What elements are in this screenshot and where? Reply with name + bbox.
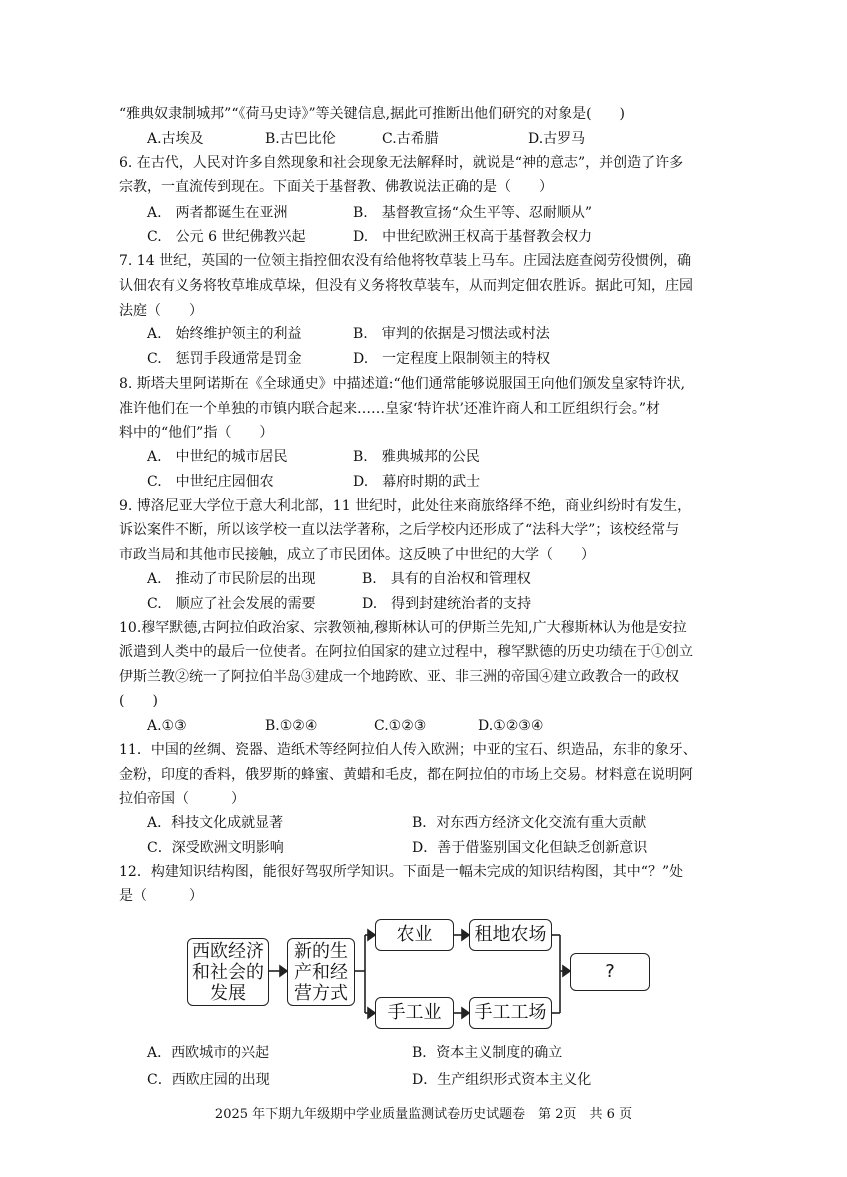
diagram-middle-line-1: 新的生 bbox=[294, 941, 348, 962]
q6-option-a[interactable]: A. 两者都诞生在亚洲 bbox=[147, 205, 288, 221]
q9-stem-line-1: 9. 博洛尼亚大学位于意大利北部，11 世纪时，此处往来商旅络绎不绝，商业纠纷时有发生， bbox=[119, 498, 692, 514]
q12-option-b[interactable]: B．资本主义制度的确立 bbox=[412, 1045, 563, 1061]
arrow-head-unknown bbox=[563, 966, 570, 976]
q7-option-a[interactable]: A. 始终维护领主的利益 bbox=[147, 326, 302, 342]
q7-stem-line-3: 法庭（ ） bbox=[119, 303, 203, 319]
q6-option-d[interactable]: D. 中世纪欧洲王权高于基督教会权力 bbox=[353, 229, 593, 245]
q10-stem-line-4: ( ) bbox=[119, 693, 158, 709]
q5-option-b[interactable]: B.古巴比伦 bbox=[265, 131, 336, 147]
q12-stem-line-1: 12．构建知识结构图，能很好驾驭所学知识。下面是一幅未完成的知识结构图，其中“？”处 bbox=[119, 864, 684, 880]
diagram-root-box bbox=[187, 938, 269, 1006]
q8-option-a[interactable]: A. 中世纪的城市居民 bbox=[147, 449, 288, 465]
q5-option-c[interactable]: C.古希腊 bbox=[382, 131, 439, 147]
q7-option-d[interactable]: D. 一定程度上限制领主的特权 bbox=[353, 351, 551, 367]
diagram-top-branch-box: 农业 bbox=[375, 919, 454, 951]
q10-option-d[interactable]: D.①②③④ bbox=[478, 718, 544, 734]
q10-stem-line-3: 伊斯兰教②统一了阿拉伯半岛③建成一个地跨欧、亚、非三洲的帝国④建立政教合一的政权 bbox=[119, 669, 679, 685]
q9-option-a[interactable]: A. 推动了市民阶层的出现 bbox=[147, 571, 316, 587]
q10-option-b[interactable]: B.①②④ bbox=[265, 718, 318, 734]
diagram-middle-line-3: 营方式 bbox=[294, 983, 348, 1004]
q8-option-c[interactable]: C. 中世纪庄园佃农 bbox=[147, 474, 274, 490]
arrow-head-bottom-result bbox=[462, 1008, 469, 1018]
diagram-root-line-3: 发展 bbox=[210, 983, 246, 1004]
arrow-head-top-result bbox=[462, 930, 469, 940]
q11-option-c[interactable]: C．深受欧洲文明影响 bbox=[147, 840, 284, 856]
diagram-root-line-2: 和社会的 bbox=[192, 962, 264, 983]
arrow-head-root-middle bbox=[280, 966, 287, 976]
q7-stem-line-2: 认佃农有义务将牧草堆成草垛，但没有义务将牧草装车，从而判定佃农胜诉。据此可知，庄园 bbox=[119, 278, 693, 294]
q12-stem-line-2: 是（ ） bbox=[119, 888, 203, 904]
page-footer: 2025 年下期九年级期中学业质量监测试卷历史试题卷 第 2页 共 6 页 bbox=[214, 1107, 633, 1122]
q6-stem-line-2: 宗教，一直流传到现在。下面关于基督教、佛教说法正确的是（ ） bbox=[119, 179, 553, 195]
q10-stem-line-2: 派遣到人类中的最后一位使者。在阿拉伯国家的建立过程中，穆罕默德的历史功绩在于①创立 bbox=[119, 644, 693, 660]
q11-stem-line-3: 拉伯帝国（ ） bbox=[119, 791, 245, 807]
q5-option-a[interactable]: A.古埃及 bbox=[147, 131, 204, 147]
q6-option-c[interactable]: C. 公元 6 世纪佛教兴起 bbox=[147, 229, 306, 245]
q9-stem-line-2: 诉讼案件不断，所以该学校一直以法学著称，之后学校内还形成了“法科大学”；该校经常与 bbox=[119, 522, 680, 538]
q10-option-a[interactable]: A.①③ bbox=[147, 718, 187, 734]
q9-option-d[interactable]: D. 得到封建统治者的支持 bbox=[362, 596, 532, 612]
q11-option-d[interactable]: D．善于借鉴别国文化但缺乏创新意识 bbox=[412, 840, 648, 856]
diagram-top-result-box: 租地农场 bbox=[469, 919, 552, 951]
q12-option-c[interactable]: C．西欧庄园的出现 bbox=[147, 1072, 270, 1088]
q8-stem-line-3: 料中的“他们”指（ ） bbox=[119, 425, 274, 441]
arrow-head-bottom-branch bbox=[368, 1008, 375, 1018]
q12-option-d[interactable]: D．生产组织形式资本主义化 bbox=[412, 1072, 592, 1088]
q9-stem-line-3: 市政当局和其他市民接触，成立了市民团体。这反映了中世纪的大学（ ） bbox=[119, 547, 595, 563]
diagram-unknown-box: ? bbox=[570, 953, 650, 991]
q11-stem-line-1: 11．中国的丝绸、瓷器、造纸术等经阿拉伯人传入欧洲；中亚的宝石、织造品，东非的象牙、 bbox=[119, 742, 697, 758]
q6-option-b[interactable]: B. 基督教宣扬“众生平等、忍耐顺从” bbox=[353, 205, 593, 221]
diagram-bottom-branch-box: 手工业 bbox=[375, 997, 454, 1029]
q8-option-d[interactable]: D. 幕府时期的武士 bbox=[353, 474, 481, 490]
arrow-head-top-branch bbox=[368, 930, 375, 940]
q8-option-b[interactable]: B. 雅典城邦的公民 bbox=[353, 449, 480, 465]
q7-option-c[interactable]: C. 惩罚手段通常是罚金 bbox=[147, 351, 302, 367]
q8-stem-line-1: 8. 斯塔夫里阿诺斯在《全球通史》中描述道:“他们通常能够说服国王向他们颁发皇家特许状, bbox=[119, 376, 686, 392]
q11-option-b[interactable]: B．对东西方经济文化交流有重大贡献 bbox=[412, 815, 647, 831]
diagram-middle-box bbox=[287, 938, 355, 1006]
diagram-bottom-result-box: 手工工场 bbox=[469, 997, 552, 1029]
diagram-middle-line-2: 产和经 bbox=[294, 962, 348, 983]
q10-option-c[interactable]: C.①②③ bbox=[374, 718, 427, 734]
q7-stem-line-1: 7. 14 世纪，英国的一位领主指控佃农没有给他将牧草装上马车。庄园法庭查阅劳役惯例，确 bbox=[119, 253, 692, 269]
q9-option-c[interactable]: C. 顺应了社会发展的需要 bbox=[147, 596, 316, 612]
q10-stem-line-1: 10.穆罕默德,古阿拉伯政治家、宗教领袖,穆斯林认可的伊斯兰先知,广大穆斯林认为他是安拉 bbox=[119, 620, 687, 636]
q5-option-d[interactable]: D.古罗马 bbox=[528, 131, 586, 147]
q6-stem-line-1: 6. 在古代，人民对许多自然现象和社会现象无法解释时，就说是“神的意志”，并创造了许多 bbox=[119, 155, 684, 171]
q12-option-a[interactable]: A．西欧城市的兴起 bbox=[147, 1045, 270, 1061]
q11-option-a[interactable]: A．科技文化成就显著 bbox=[147, 815, 284, 831]
q5-stem-tail: “雅典奴隶制城邦”“《荷马史诗》”等关键信息,据此可推断出他们研究的对象是( ) bbox=[119, 106, 626, 122]
q9-option-b[interactable]: B. 具有的自治权和管理权 bbox=[362, 571, 531, 587]
q11-stem-line-2: 金粉，印度的香料，俄罗斯的蜂蜜、黄蜡和毛皮，都在阿拉伯的市场上交易。材料意在说明阿 bbox=[119, 767, 693, 783]
diagram-root-line-1: 西欧经济 bbox=[192, 941, 264, 962]
q7-option-b[interactable]: B. 审判的依据是习惯法或村法 bbox=[353, 326, 550, 342]
q8-stem-line-2: 准许他们在一个单独的市镇内联合起来……皇家‘特许状’还准许商人和工匠组织行会。”材 bbox=[119, 401, 661, 417]
